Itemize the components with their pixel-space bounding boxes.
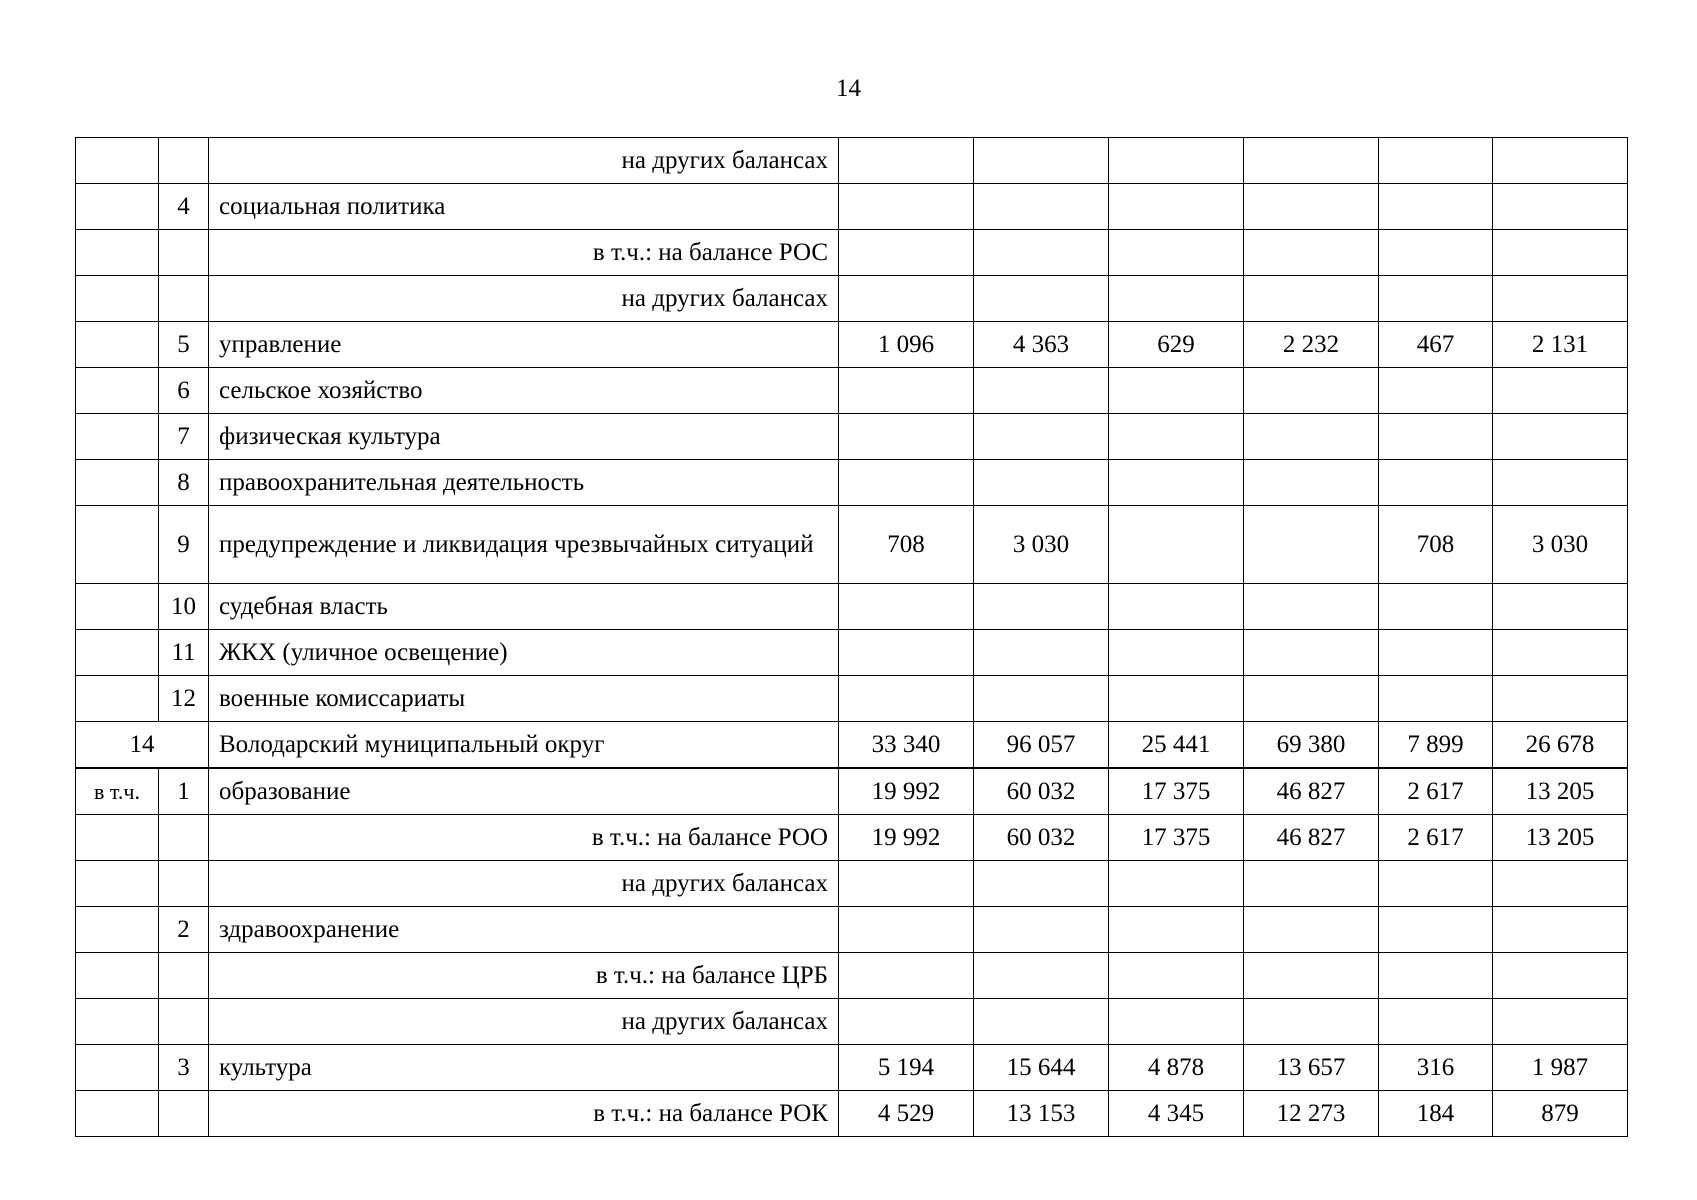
value-cell: 17 375 [1109, 768, 1244, 815]
value-cell: 2 617 [1379, 768, 1493, 815]
value-cell: 12 273 [1244, 1091, 1379, 1137]
item-name-cell: ЖКХ (уличное освещение) [209, 630, 839, 676]
value-cell [974, 907, 1109, 953]
value-cell: 708 [839, 506, 974, 584]
value-cell [1109, 414, 1244, 460]
table-row [76, 506, 1628, 584]
value-cell [839, 414, 974, 460]
group-label-cell [76, 414, 159, 460]
table-row [76, 584, 1628, 630]
value-cell [1109, 276, 1244, 322]
value-cell: 708 [1379, 506, 1493, 584]
table-row [76, 322, 1628, 368]
value-cell [974, 460, 1109, 506]
item-name-cell: судебная власть [209, 584, 839, 630]
value-cell: 25 441 [1109, 722, 1244, 769]
value-cell: 467 [1379, 322, 1493, 368]
value-cell [1109, 630, 1244, 676]
item-name-cell: в т.ч.: на балансе РОК [209, 1091, 839, 1137]
value-cell [974, 953, 1109, 999]
value-cell [974, 276, 1109, 322]
value-cell: 3 030 [1493, 506, 1628, 584]
value-cell: 26 678 [1493, 722, 1628, 769]
value-cell [1244, 460, 1379, 506]
value-cell [1109, 907, 1244, 953]
value-cell: 46 827 [1244, 768, 1379, 815]
value-cell [839, 999, 974, 1045]
value-cell [1493, 907, 1628, 953]
value-cell [1493, 953, 1628, 999]
table-row [76, 907, 1628, 953]
item-name-cell: на других балансах [209, 276, 839, 322]
group-label-cell [76, 584, 159, 630]
item-name-cell: правоохранительная деятельность [209, 460, 839, 506]
value-cell: 316 [1379, 1045, 1493, 1091]
value-cell [1493, 138, 1628, 184]
value-cell [839, 584, 974, 630]
value-cell [974, 368, 1109, 414]
table-row [76, 230, 1628, 276]
value-cell [974, 138, 1109, 184]
value-cell [1493, 414, 1628, 460]
table-row [76, 276, 1628, 322]
value-cell: 46 827 [1244, 815, 1379, 861]
value-cell: 3 030 [974, 506, 1109, 584]
value-cell [1379, 184, 1493, 230]
value-cell: 1 096 [839, 322, 974, 368]
group-label-cell [76, 630, 159, 676]
value-cell: 2 131 [1493, 322, 1628, 368]
value-cell [1379, 953, 1493, 999]
value-cell [1244, 999, 1379, 1045]
value-cell: 33 340 [839, 722, 974, 769]
group-label-cell [76, 953, 159, 999]
value-cell [839, 184, 974, 230]
table-row [76, 1045, 1628, 1091]
value-cell: 4 878 [1109, 1045, 1244, 1091]
value-cell [1493, 584, 1628, 630]
value-cell: 5 194 [839, 1045, 974, 1091]
item-number-cell [159, 276, 209, 322]
table-row [76, 722, 1628, 769]
item-number-cell [159, 230, 209, 276]
value-cell [1244, 184, 1379, 230]
table-row [76, 1091, 1628, 1137]
item-number-cell: 4 [159, 184, 209, 230]
value-cell [839, 907, 974, 953]
item-number-cell: 1 [159, 768, 209, 815]
row-number-cell: 14 [76, 722, 209, 769]
page-number: 14 [836, 75, 861, 102]
value-cell [1493, 184, 1628, 230]
value-cell [1244, 276, 1379, 322]
value-cell [1379, 414, 1493, 460]
group-label-cell [76, 184, 159, 230]
value-cell: 19 992 [839, 768, 974, 815]
value-cell [1109, 676, 1244, 722]
value-cell [1493, 676, 1628, 722]
item-number-cell [159, 138, 209, 184]
item-name-cell: предупреждение и ликвидация чрезвычайных ситуаций [209, 506, 839, 584]
value-cell: 13 657 [1244, 1045, 1379, 1091]
value-cell [1109, 861, 1244, 907]
value-cell [1109, 999, 1244, 1045]
table-row [76, 184, 1628, 230]
group-label-cell [76, 460, 159, 506]
value-cell [1244, 414, 1379, 460]
value-cell [1379, 584, 1493, 630]
table-row [76, 861, 1628, 907]
item-name-cell: Володарский муниципальный округ [209, 722, 839, 769]
value-cell [839, 676, 974, 722]
item-name-cell: сельское хозяйство [209, 368, 839, 414]
group-label-cell [76, 1045, 159, 1091]
table-row [76, 768, 1628, 815]
value-cell [974, 584, 1109, 630]
value-cell: 13 205 [1493, 815, 1628, 861]
value-cell [974, 676, 1109, 722]
group-label-cell [76, 368, 159, 414]
value-cell [974, 184, 1109, 230]
value-cell [1493, 630, 1628, 676]
table-row [76, 815, 1628, 861]
item-name-cell: в т.ч.: на балансе РОС [209, 230, 839, 276]
value-cell [1109, 506, 1244, 584]
item-number-cell: 7 [159, 414, 209, 460]
table-row [76, 999, 1628, 1045]
table-row [76, 676, 1628, 722]
value-cell [1244, 630, 1379, 676]
group-label-cell [76, 815, 159, 861]
value-cell: 629 [1109, 322, 1244, 368]
table-row [76, 138, 1628, 184]
report-table [75, 137, 1628, 1137]
table-row [76, 414, 1628, 460]
value-cell [1493, 999, 1628, 1045]
value-cell [974, 861, 1109, 907]
value-cell: 4 363 [974, 322, 1109, 368]
value-cell [1379, 907, 1493, 953]
value-cell [1493, 368, 1628, 414]
item-name-cell: на других балансах [209, 138, 839, 184]
item-number-cell: 11 [159, 630, 209, 676]
value-cell: 7 899 [1379, 722, 1493, 769]
item-name-cell: в т.ч.: на балансе ЦРБ [209, 953, 839, 999]
value-cell: 2 617 [1379, 815, 1493, 861]
value-cell [1109, 230, 1244, 276]
value-cell [1244, 584, 1379, 630]
value-cell: 13 205 [1493, 768, 1628, 815]
value-cell [1379, 460, 1493, 506]
value-cell [839, 861, 974, 907]
item-number-cell: 6 [159, 368, 209, 414]
group-label-cell [76, 230, 159, 276]
value-cell [1244, 907, 1379, 953]
value-cell [1493, 276, 1628, 322]
item-number-cell [159, 1091, 209, 1137]
value-cell [839, 368, 974, 414]
value-cell [1379, 999, 1493, 1045]
item-name-cell: на других балансах [209, 999, 839, 1045]
value-cell: 69 380 [1244, 722, 1379, 769]
value-cell [1493, 230, 1628, 276]
value-cell [839, 953, 974, 999]
item-number-cell: 5 [159, 322, 209, 368]
value-cell [974, 999, 1109, 1045]
value-cell [974, 630, 1109, 676]
value-cell [1493, 861, 1628, 907]
item-name-cell: в т.ч.: на балансе РОО [209, 815, 839, 861]
group-label-cell [76, 276, 159, 322]
value-cell [1109, 184, 1244, 230]
value-cell: 60 032 [974, 768, 1109, 815]
item-name-cell: культура [209, 1045, 839, 1091]
report-table-body [76, 138, 1628, 1137]
value-cell [1379, 861, 1493, 907]
item-number-cell: 9 [159, 506, 209, 584]
value-cell: 13 153 [974, 1091, 1109, 1137]
value-cell: 96 057 [974, 722, 1109, 769]
item-name-cell: физическая культура [209, 414, 839, 460]
value-cell: 4 345 [1109, 1091, 1244, 1137]
value-cell [1379, 676, 1493, 722]
table-row [76, 368, 1628, 414]
value-cell [1379, 276, 1493, 322]
value-cell [974, 230, 1109, 276]
value-cell [1493, 460, 1628, 506]
item-name-cell: управление [209, 322, 839, 368]
value-cell [839, 630, 974, 676]
value-cell: 4 529 [839, 1091, 974, 1137]
value-cell [1109, 584, 1244, 630]
table-row [76, 630, 1628, 676]
value-cell [974, 414, 1109, 460]
value-cell [1244, 953, 1379, 999]
value-cell [1379, 368, 1493, 414]
value-cell: 1 987 [1493, 1045, 1628, 1091]
value-cell [1244, 861, 1379, 907]
value-cell [1109, 460, 1244, 506]
group-label-cell: в т.ч. [76, 768, 159, 815]
value-cell [1244, 138, 1379, 184]
group-label-cell [76, 1091, 159, 1137]
value-cell [839, 276, 974, 322]
table-row [76, 460, 1628, 506]
item-number-cell [159, 815, 209, 861]
item-number-cell: 2 [159, 907, 209, 953]
value-cell [1244, 676, 1379, 722]
group-label-cell [76, 506, 159, 584]
item-number-cell [159, 861, 209, 907]
item-number-cell [159, 953, 209, 999]
item-name-cell: социальная политика [209, 184, 839, 230]
value-cell [839, 138, 974, 184]
group-label-cell [76, 322, 159, 368]
value-cell [1109, 953, 1244, 999]
value-cell: 184 [1379, 1091, 1493, 1137]
value-cell [1109, 138, 1244, 184]
value-cell [839, 460, 974, 506]
value-cell: 15 644 [974, 1045, 1109, 1091]
group-label-cell [76, 676, 159, 722]
item-number-cell: 10 [159, 584, 209, 630]
value-cell [1109, 368, 1244, 414]
value-cell [1244, 368, 1379, 414]
item-number-cell [159, 999, 209, 1045]
value-cell [1379, 138, 1493, 184]
value-cell [839, 230, 974, 276]
item-name-cell: военные комиссариаты [209, 676, 839, 722]
item-name-cell: на других балансах [209, 861, 839, 907]
item-number-cell: 8 [159, 460, 209, 506]
item-number-cell: 12 [159, 676, 209, 722]
group-label-cell [76, 861, 159, 907]
group-label-cell [76, 999, 159, 1045]
value-cell [1244, 230, 1379, 276]
value-cell: 17 375 [1109, 815, 1244, 861]
item-number-cell: 3 [159, 1045, 209, 1091]
value-cell: 19 992 [839, 815, 974, 861]
value-cell [1379, 230, 1493, 276]
item-name-cell: здравоохранение [209, 907, 839, 953]
value-cell [1244, 506, 1379, 584]
group-label-cell [76, 138, 159, 184]
group-label-cell [76, 907, 159, 953]
value-cell: 60 032 [974, 815, 1109, 861]
value-cell [1379, 630, 1493, 676]
table-row [76, 953, 1628, 999]
value-cell: 879 [1493, 1091, 1628, 1137]
value-cell: 2 232 [1244, 322, 1379, 368]
item-name-cell: образование [209, 768, 839, 815]
